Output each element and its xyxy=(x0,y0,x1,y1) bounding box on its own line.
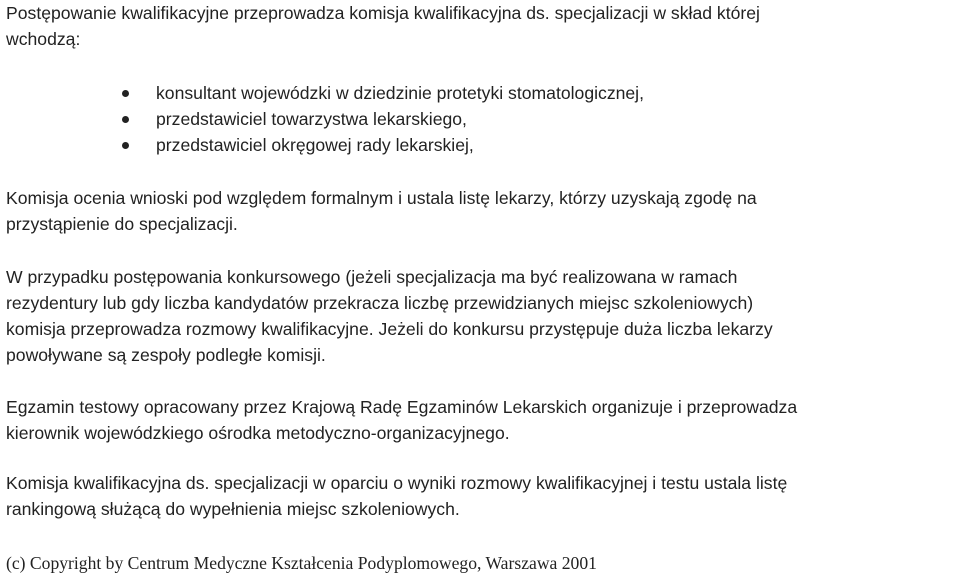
competition-line-1: W przypadku postępowania konkursowego (jeżeli specjalizacja ma być realizowana w ramach xyxy=(6,267,738,287)
member-medical-society: przedstawiciel towarzystwa lekarskiego, xyxy=(156,109,467,129)
ranking-paragraph xyxy=(6,470,787,522)
copyright-notice: (c) Copyright by Centrum Medyczne Kształcenia Podyplomowego, Warszawa 2001 xyxy=(6,553,597,573)
intro-line-1: Postępowanie kwalifikacyjne przeprowadza komisja kwalifikacyjna ds. specjalizacji w skład której xyxy=(6,3,760,23)
ranking-line-1: Komisja kwalifikacyjna ds. specjalizacji w oparciu o wyniki rozmowy kwalifikacyjnej i testu ustala listę xyxy=(6,473,788,493)
assessment-paragraph xyxy=(6,185,757,237)
list-item xyxy=(6,80,644,106)
member-regional-council: przedstawiciel okręgowej rady lekarskiej, xyxy=(156,135,474,155)
competition-paragraph xyxy=(6,264,773,368)
list-item xyxy=(6,132,644,158)
competition-line-2: rezydentury lub gdy liczba kandydatów przekracza liczbę przewidzianych miejsc szkoleniowych) xyxy=(6,293,754,313)
intro-paragraph xyxy=(6,0,760,52)
intro-line-2: wchodzą: xyxy=(6,29,81,49)
competition-line-4: powoływane są zespoły podległe komisji. xyxy=(6,345,326,365)
bullet-icon xyxy=(122,90,129,97)
committee-members-list xyxy=(6,80,644,158)
list-item xyxy=(6,106,644,132)
exam-paragraph xyxy=(6,394,797,446)
assessment-line-2: przystąpienie do specjalizacji. xyxy=(6,214,238,234)
ranking-line-2: rankingową służącą do wypełnienia miejsc szkoleniowych. xyxy=(6,499,460,519)
assessment-line-1: Komisja ocenia wnioski pod względem formalnym i ustala listę lekarzy, którzy uzyskają zgodę na xyxy=(6,188,757,208)
exam-line-1: Egzamin testowy opracowany przez Krajową Radę Egzaminów Lekarskich organizuje i przeprowadza xyxy=(6,397,798,417)
bullet-icon xyxy=(122,116,129,123)
competition-line-3: komisja przeprowadza rozmowy kwalifikacyjne. Jeżeli do konkursu przystępuje duża liczba lekarzy xyxy=(6,319,773,339)
member-consultant: konsultant wojewódzki w dziedzinie protetyki stomatologicznej, xyxy=(156,83,644,103)
exam-line-2: kierownik wojewódzkiego ośrodka metodyczno-organizacyjnego. xyxy=(6,423,510,443)
bullet-icon xyxy=(122,142,129,149)
